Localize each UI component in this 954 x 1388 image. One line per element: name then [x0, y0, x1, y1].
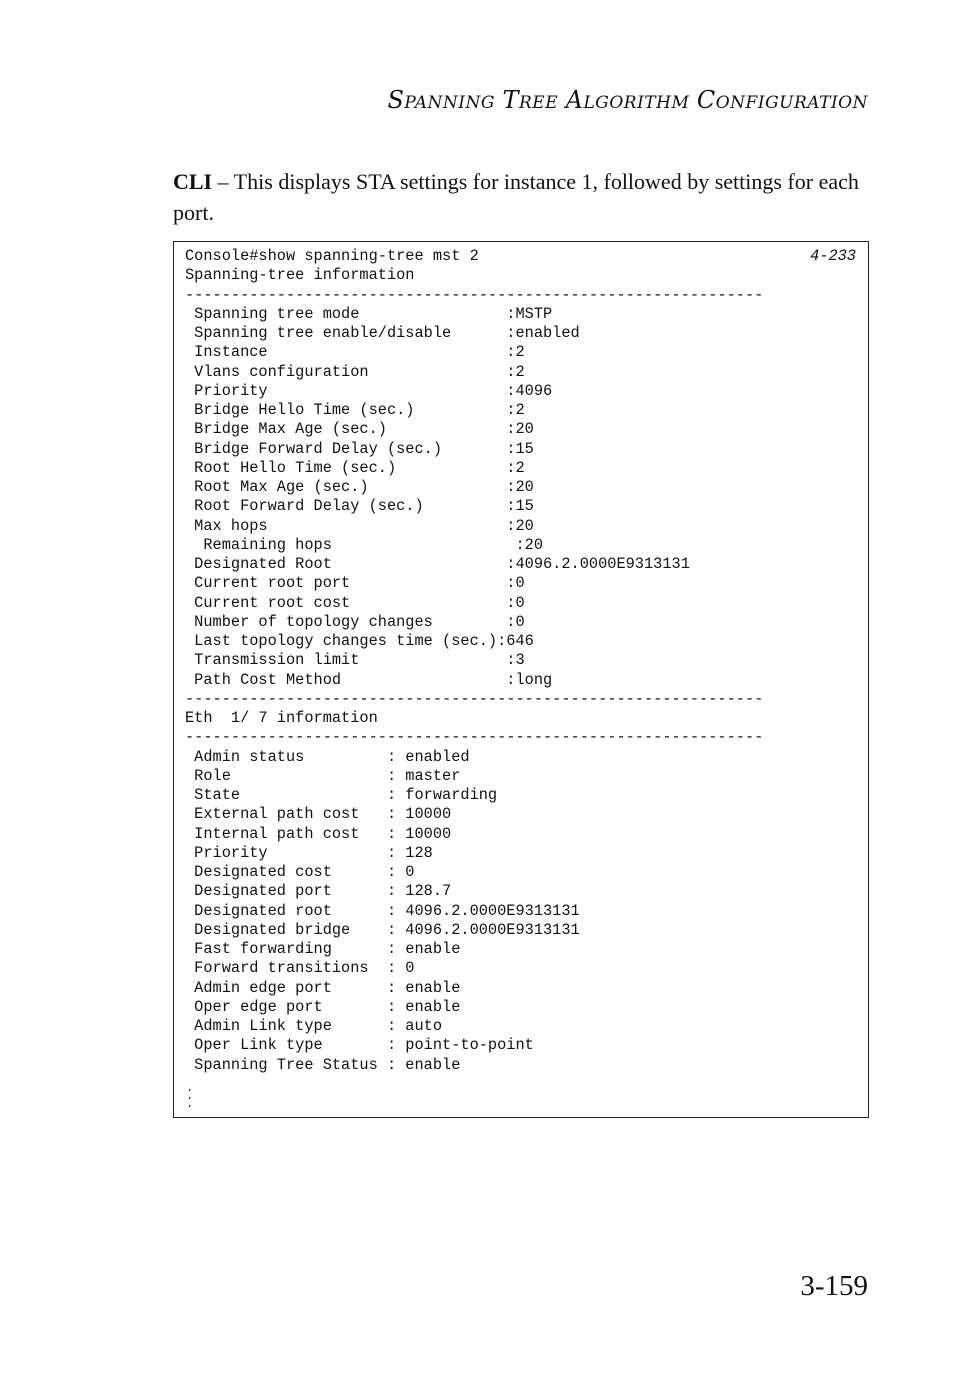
code-line: --------------------------------------------------------------- [185, 689, 764, 708]
code-line: Bridge Max Age (sec.) :20 [185, 420, 534, 439]
code-line: Current root cost :0 [185, 593, 525, 612]
intro-cli-label: CLI [173, 169, 213, 194]
code-line: Designated bridge : 4096.2.0000E9313131 [185, 920, 580, 939]
code-listing [185, 247, 763, 1075]
code-line: Priority : 128 [185, 843, 433, 862]
code-line: Admin edge port : enable [185, 978, 461, 997]
code-line: Current root port :0 [185, 574, 525, 593]
code-line: Internal path cost : 10000 [185, 824, 452, 843]
code-line: Max hops :20 [185, 516, 534, 535]
code-line: Spanning tree enable/disable :enabled [185, 324, 580, 342]
page-number: 3-159 [800, 1270, 868, 1302]
code-line: Console#show spanning-tree mst 2 [185, 247, 479, 265]
code-line: Root Max Age (sec.) :20 [185, 478, 534, 496]
code-line: Last topology changes time (sec.):646 [185, 632, 534, 650]
code-line: Transmission limit :3 [185, 651, 525, 670]
code-line: Instance :2 [185, 343, 525, 362]
continuation-ellipsis: . . . [186, 1081, 194, 1111]
code-line: Oper edge port : enable [185, 997, 461, 1016]
code-line: Priority :4096 [185, 381, 553, 400]
intro-paragraph [173, 166, 873, 228]
code-line: Role : master [185, 766, 461, 785]
code-line: Designated port : 128.7 [185, 882, 452, 901]
code-line: Path Cost Method :long [185, 670, 553, 689]
header-word-1: SPANNING [387, 86, 495, 114]
code-line: Bridge Hello Time (sec.) :2 [185, 401, 525, 419]
code-line: Spanning Tree Status : enable [185, 1055, 461, 1074]
running-header [387, 86, 868, 114]
code-line: Fast forwarding : enable [185, 940, 461, 958]
code-line: Admin status : enabled [185, 747, 470, 766]
code-line: Root Forward Delay (sec.) :15 [185, 497, 534, 516]
header-word-2: TREE [502, 86, 559, 114]
header-word-3: ALGORITHM [565, 86, 690, 114]
command-reference: 4-233 [810, 247, 856, 265]
intro-text: – This displays STA settings for instance 1, followed by settings for each port. [173, 169, 859, 225]
code-line: --------------------------------------------------------------- [185, 728, 764, 747]
code-line: Designated cost : 0 [185, 863, 415, 881]
code-line: --------------------------------------------------------------- [185, 285, 764, 304]
code-line: Root Hello Time (sec.) :2 [185, 458, 525, 477]
code-line: Admin Link type : auto [185, 1017, 443, 1035]
code-line: Spanning-tree information [185, 266, 415, 285]
code-line: Vlans configuration :2 [185, 362, 525, 381]
code-listing-box [173, 241, 869, 1118]
code-line: Eth 1/ 7 information [185, 709, 378, 727]
code-line: Number of topology changes :0 [185, 612, 525, 631]
code-line: Oper Link type : point-to-point [185, 1036, 534, 1055]
code-line: External path cost : 10000 [185, 805, 452, 824]
code-line: Forward transitions : 0 [185, 959, 415, 978]
code-line: Spanning tree mode :MSTP [185, 304, 553, 323]
code-line: State : forwarding [185, 786, 498, 804]
code-line: Designated root : 4096.2.0000E9313131 [185, 901, 580, 920]
header-word-4: CONFIGURATION [696, 86, 868, 114]
code-line: Designated Root :4096.2.0000E9313131 [185, 555, 690, 573]
code-line: Remaining hops :20 [185, 535, 544, 554]
code-line: Bridge Forward Delay (sec.) :15 [185, 439, 534, 458]
